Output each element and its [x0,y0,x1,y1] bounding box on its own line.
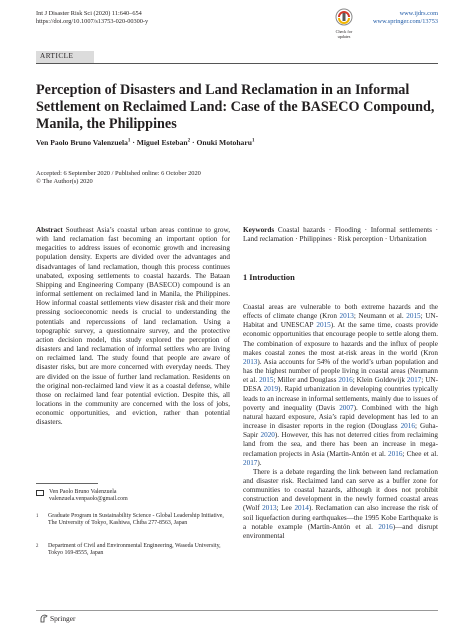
affiliation-marker: 1 [251,138,255,144]
publisher-name: Springer [50,614,76,623]
section-heading-introduction: 1 Introduction [243,273,295,282]
citation-link[interactable]: 2016 [388,449,403,458]
citation-link[interactable]: 2019 [263,385,279,394]
corresponding-author-name: Ven Paolo Bruno Valenzuela [49,489,117,495]
paragraph-text: ). However, this has not deterred cities from reclaiming land from the sea, and there has been an increase in mega-reclamation projects in Asia (Martín-Antón et al. [243,431,439,458]
citation-link[interactable]: 2015 [406,312,421,321]
paragraph-text: Coastal areas are vulnerable to both extreme hazards and the effects of climate change (Kron [243,303,438,321]
abstract-text: Southeast Asia’s coastal urban areas continue to grow, with land reclamation fast becoming an important option for megacities to address issues of economic growth and increasing population density. Experts are divided over the advantages and disadvantages of land reclamation, though this process continues unabated, exposing settlements to coastal hazards. The Bataan Shipping and Engineering Company (BASECO) compound is an informal settlement on reclaimed land in Manila, the Philippines. How informal coastal settlements view disaster risk and their more pressing socioeconomic needs is crucial to understanding the potentials and repercussions of land reclamation. Using a topographic survey, a questionnaire survey, and the protective action decision model, this study explored the perception of disasters and land reclamation of informal settlers who are living on reclaimed land. The study found that people are aware of disaster risks, but are more concerned with everyday needs. They are divided on the issue of further land reclamation. Residents on the original non-reclaimed land view it as a coastal defense, while those on reclaimed land fear potential eviction. Despite this, all locations in the community are concerned with the loss of jobs, economic opportunities, and eviction, rather than potential disasters. [36,226,231,427]
keywords-text: Coastal hazards · Flooding · Informal settlements · Land reclamation · Philippines · Risk perception · Urbanization [243,226,438,244]
author-separator: · [192,138,197,147]
paragraph-text: ; Klein Goldewijk [352,376,407,385]
citation-link[interactable]: 2016 [378,522,393,531]
keywords-label: Keywords [243,226,275,234]
author-name[interactable]: Ven Paolo Bruno Valenzuela [36,138,128,147]
paragraph-text: ; Chee et al. [402,449,438,458]
abstract [36,226,230,427]
journal-citation: Int J Disaster Risk Sci (2020) 11:640–654 [36,10,142,17]
article-type-label: ARTICLE [40,52,74,60]
citation-link[interactable]: 2015 [259,376,274,385]
affiliation-1 [36,513,230,528]
footer-divider [36,610,438,611]
header-divider [36,63,438,64]
intro-paragraph-2 [243,468,438,541]
affiliation-marker: 1 [127,138,131,144]
citation-link[interactable]: 2017 [406,376,422,385]
journal-site-link[interactable]: www.ijdrs.com [399,10,438,17]
citation-link[interactable]: 2017 [243,458,258,467]
paragraph-text: ). Combined with the high natural hazard exposure, Asia’s rapid development has led to an increase in disaster reports in the region (Douglass [243,403,438,431]
corresponding-author-email[interactable]: valenzuela.venpaolo@gmail.com [49,496,128,503]
publisher-logo [40,614,75,623]
citation-link[interactable]: 2015 [316,321,331,330]
citation-link[interactable]: 2016 [338,376,353,385]
paragraph-text: ). Reclamation can also increase the risk of soil liquefaction during earthquakes—the 1995 Kobe Earthquake is a notable example (Martín-Antón et al. [243,504,438,531]
paragraph-text: ). At the same time, coasts provide economic opportunities that encourage people to settle along them. The combination of exposure to hazards and the influx of people makes coastal zones the most at-risk areas in the world (Kron [243,321,438,357]
affiliation-marker: 2 [187,138,191,144]
author-name[interactable]: Miguel Esteban [136,138,188,147]
paragraph-text: ; Guha-Sapir [243,422,438,440]
doi-link[interactable]: https://doi.org/10.1007/s13753-020-00300-y [36,18,149,25]
springer-site-link[interactable]: www.springer.com/13753 [372,18,438,25]
paragraph-text: ). [257,458,262,467]
introduction-body [243,303,438,541]
author-name[interactable]: Onuki Motoharu [196,138,252,147]
author-list [36,138,438,147]
check-for-updates-icon[interactable] [335,8,353,28]
copyright-line: © The Author(s) 2020 [36,178,93,185]
author-separator: · [132,138,137,147]
footnote-divider [36,483,98,484]
affiliation-number: 2 [36,544,39,549]
keywords [243,226,438,244]
citation-link[interactable]: 2007 [339,403,354,412]
paragraph-text: ; UN-DESA [243,376,439,394]
citation-link[interactable]: 2013 [262,504,277,513]
paragraph-text: ; Miller and Douglass [273,376,339,385]
paragraph-text: ; UN-Habitat and UNESCAP [243,312,438,330]
abstract-label: Abstract [36,226,63,234]
affiliation-2 [36,543,230,558]
citation-link[interactable]: 2013 [339,312,354,321]
affiliation-text: Graduate Program in Sustainability Science - Global Leadership Initiative, The University of Tokyo, Kashiwa, Chiba 277-8563, Japan [48,513,224,527]
paper-title: Perception of Disasters and Land Reclamation in an Informal Settlement on Reclaimed Land: Case of the BASECO Compound, Manila, the Philippines [36,82,435,132]
citation-link[interactable]: 2020 [260,431,275,440]
corresponding-author [36,489,230,504]
citation-link[interactable]: 2014 [294,504,309,513]
paragraph-text: )—and disrupt environmental [243,522,438,540]
paragraph-text: ; Lee [276,504,295,513]
citation-link[interactable]: 2016 [400,422,415,431]
paragraph-text: ; Neumann et al. [353,312,407,321]
paragraph-text: ). Asia accounts for 54% of the world’s urban population and has the highest number of people living in coastal areas (Neumann et al. [243,357,438,385]
accepted-published-line: Accepted: 6 September 2020 / Published online: 6 October 2020 [36,170,201,177]
affiliation-text: Department of Civil and Environmental Engineering, Waseda University, Tokyo 169-8555, Japan [48,543,221,557]
affiliation-number: 1 [36,514,39,519]
email-icon [36,490,44,496]
paragraph-text: ). Rapid urbanization in developing countries typically leads to an increase in informal settlements, mainly due to issues of poverty and inequality (Davis [243,385,438,412]
check-for-updates-label: Check for updates [335,29,353,39]
springer-horse-icon [40,614,48,623]
paragraph-text: There is a debate regarding the link between land reclamation and disaster risk. Reclaimed land can serve as a buffer zone for communities to coastal hazards, although it does not prohibit construction and development in the newly formed coastal areas (Wolf [243,467,438,513]
intro-paragraph-1 [243,303,438,468]
citation-link[interactable]: 2013 [243,357,258,366]
publication-dates [36,170,336,186]
